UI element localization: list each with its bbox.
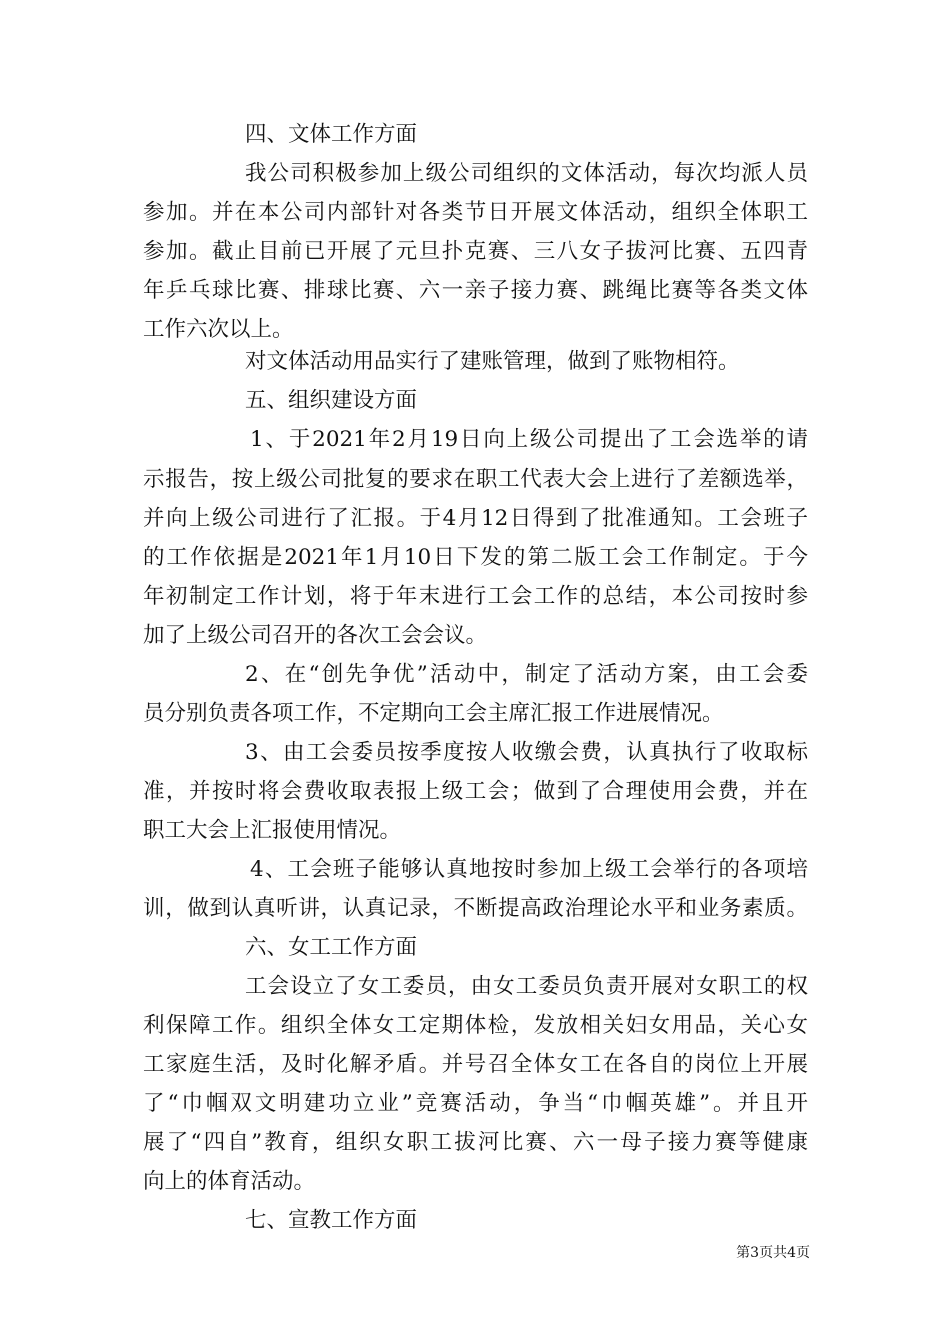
- paragraph-line: 训，做到认真听讲，认真记录，不断提高政治理论水平和业务素质。: [143, 896, 808, 921]
- paragraph-line: 展了“四自”教育，组织女职工拔河比赛、六一母子接力赛等健康: [143, 1130, 808, 1155]
- section-heading-sports: 四、文体工作方面: [245, 122, 418, 147]
- paragraph-line: 的工作依据是2021年1月10日下发的第二版工会工作制定。于今: [143, 545, 808, 570]
- paragraph-line: 工家庭生活，及时化解矛盾。并号召全体女工在各自的岗位上开展: [143, 1052, 808, 1077]
- page-number-footer: 第3页共4页: [736, 1245, 810, 1261]
- paragraph-line: 1、于2021年2月19日向上级公司提出了工会选举的请: [250, 427, 808, 452]
- paragraph-line: 并向上级公司进行了汇报。于4月12日得到了批准通知。工会班子: [143, 506, 808, 531]
- paragraph-line: 年乒乓球比赛、排球比赛、六一亲子接力赛、跳绳比赛等各类文体: [143, 278, 808, 303]
- paragraph-line: 参加。并在本公司内部针对各类节日开展文体活动，组织全体职工: [143, 200, 808, 225]
- section-heading-organization: 五、组织建设方面: [245, 388, 418, 413]
- paragraph-line: 我公司积极参加上级公司组织的文体活动，每次均派人员: [245, 161, 808, 186]
- section-heading-women: 六、女工工作方面: [245, 935, 418, 960]
- paragraph-line: 示报告，按上级公司批复的要求在职工代表大会上进行了差额选举，: [143, 467, 808, 492]
- paragraph-line: 加了上级公司召开的各次工会会议。: [143, 623, 488, 648]
- paragraph-line: 了“巾帼双文明建功立业”竞赛活动，争当“巾帼英雄”。并且开: [143, 1091, 808, 1116]
- paragraph-line: 职工大会上汇报使用情况。: [143, 818, 402, 843]
- section-heading-publicity: 七、宣教工作方面: [245, 1208, 418, 1233]
- paragraph-line: 对文体活动用品实行了建账管理，做到了账物相符。: [245, 349, 740, 374]
- paragraph-line: 3、由工会委员按季度按人收缴会费，认真执行了收取标: [245, 740, 808, 765]
- paragraph-line: 工会设立了女工委员，由女工委员负责开展对女职工的权: [245, 974, 808, 999]
- paragraph-line: 准，并按时将会费收取表报上级工会；做到了合理使用会费，并在: [143, 779, 808, 804]
- paragraph-line: 2、在“创先争优”活动中，制定了活动方案，由工会委: [245, 662, 808, 687]
- paragraph-line: 向上的体育活动。: [143, 1169, 316, 1194]
- paragraph-line: 利保障工作。组织全体女工定期体检，发放相关妇女用品，关心女: [143, 1013, 808, 1038]
- paragraph-line: 年初制定工作计划，将于年末进行工会工作的总结，本公司按时参: [143, 584, 808, 609]
- paragraph-line: 4、工会班子能够认真地按时参加上级工会举行的各项培: [250, 857, 808, 882]
- paragraph-line: 工作六次以上。: [143, 317, 294, 342]
- paragraph-line: 员分别负责各项工作，不定期向工会主席汇报工作进展情况。: [143, 701, 724, 726]
- paragraph-line: 参加。截止目前已开展了元旦扑克赛、三八女子拔河比赛、五四青: [143, 239, 808, 264]
